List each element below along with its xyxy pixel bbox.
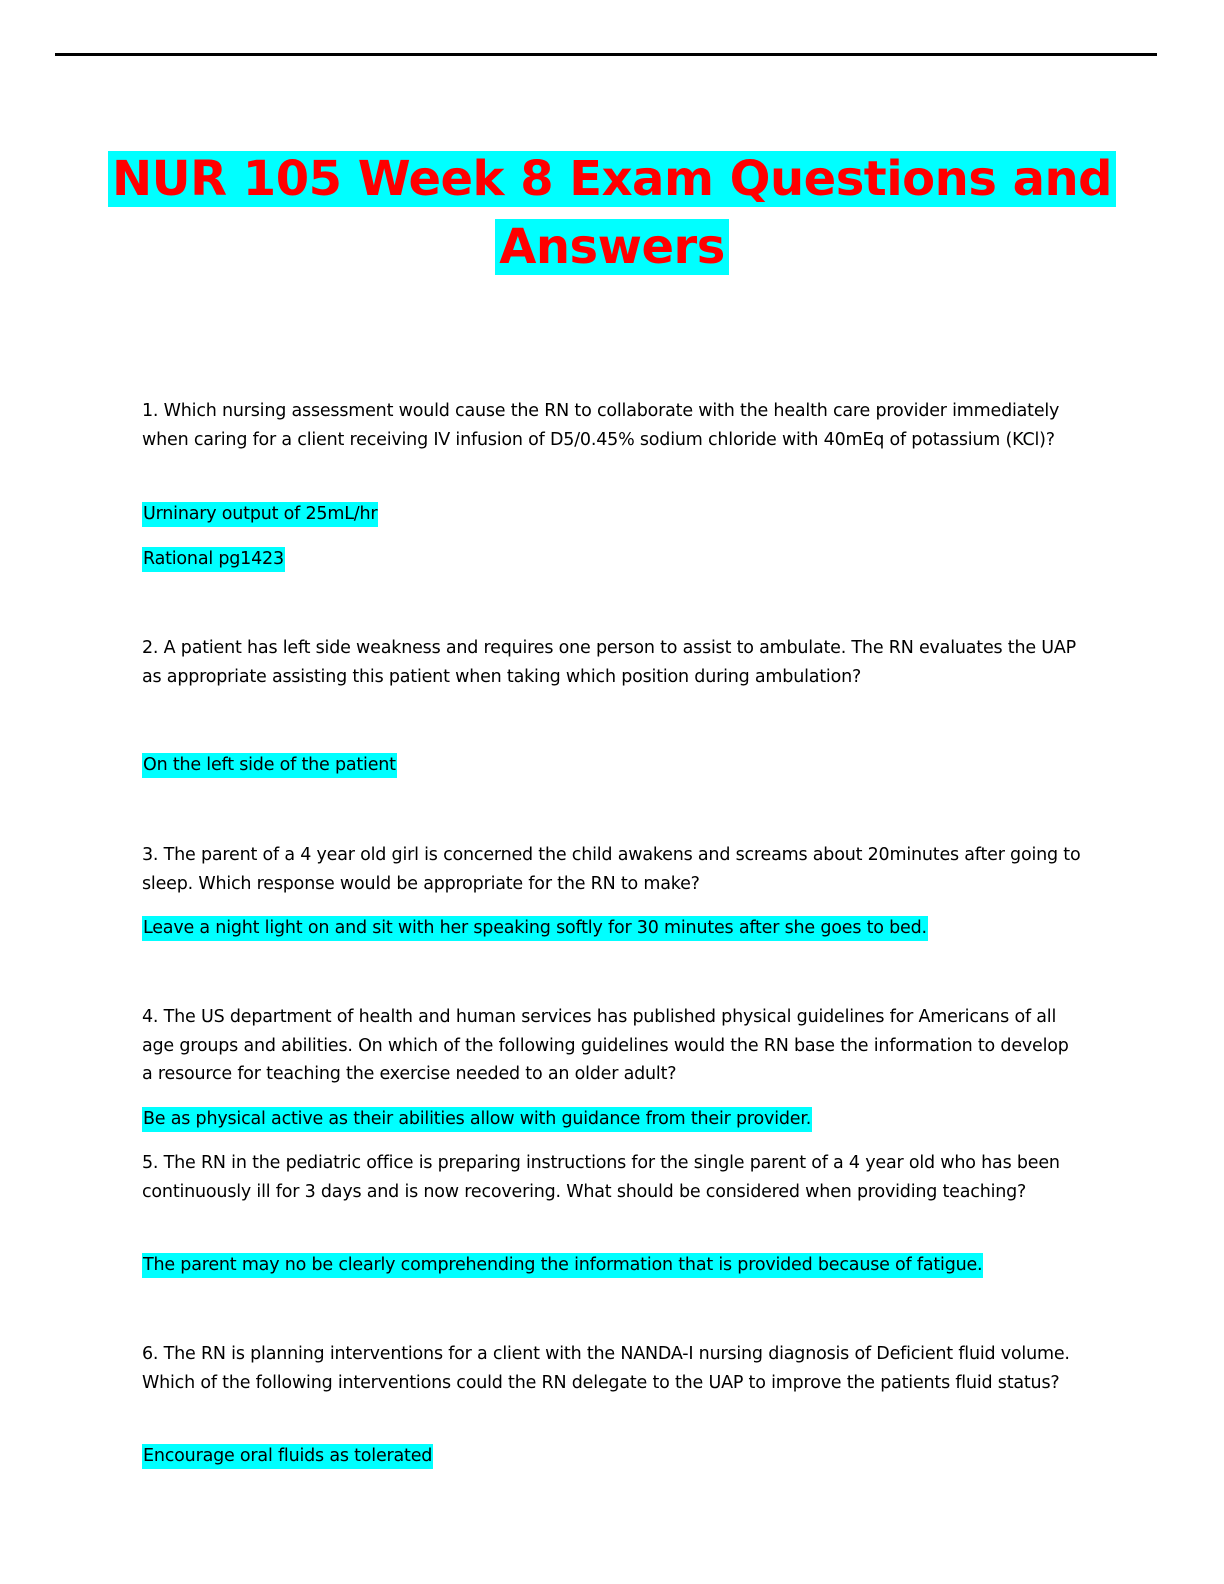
answer-4 <box>142 1105 812 1134</box>
answer-3 <box>142 914 928 943</box>
question-3: 3. The parent of a 4 year old girl is concerned the child awakens and screams about 20minutes after going to sleep. Which response would be appropriate for the RN to make? <box>142 845 1081 894</box>
answer-3-text: Leave a night light on and sit with her speaking softly for 30 minutes after she goes to bed. <box>142 916 928 941</box>
title-line-2: Answers <box>495 219 729 275</box>
answer-1-text: Urninary output of 25mL/hr <box>142 502 378 527</box>
rationale-1 <box>142 545 285 574</box>
question-1: 1. Which nursing assessment would cause the RN to collaborate with the health care provider immediately when caring for a client receiving IV infusion of D5/0.45% sodium chloride with 40mEq of potassium (KCl)? <box>142 401 1060 450</box>
question-2: 2. A patient has left side weakness and requires one person to assist to ambulate. The RN evaluates the UAP as appropriate assisting this patient when taking which position during ambulation? <box>142 638 1077 687</box>
rationale-1-text: Rational pg1423 <box>142 547 285 572</box>
answer-2 <box>142 751 397 780</box>
answer-6-text: Encourage oral fluids as tolerated <box>142 1444 433 1469</box>
answer-5 <box>142 1251 983 1280</box>
document-title <box>0 145 1224 281</box>
answer-1 <box>142 500 378 529</box>
question-4: 4. The US department of health and human services has published physical guidelines for Americans of all age groups and abilities. On which of the following guidelines would the RN base the information to develop a resource for teaching the exercise needed to an older adult? <box>142 1007 1069 1084</box>
answer-6 <box>142 1442 433 1471</box>
top-rule <box>55 53 1157 56</box>
question-5: 5. The RN in the pediatric office is preparing instructions for the single parent of a 4 year old who has been continuously ill for 3 days and is now recovering. What should be considered when providing teaching? <box>142 1153 1060 1202</box>
answer-5-text: The parent may no be clearly comprehending the information that is provided because of fatigue. <box>142 1253 983 1278</box>
title-line-1: NUR 105 Week 8 Exam Questions and <box>108 151 1116 207</box>
answer-2-text: On the left side of the patient <box>142 753 397 778</box>
answer-4-text: Be as physical active as their abilities allow with guidance from their provider. <box>142 1107 812 1132</box>
question-6: 6. The RN is planning interventions for a client with the NANDA-I nursing diagnosis of Deficient fluid volume. Which of the following interventions could the RN delegate to the UAP to improve the patients fluid status? <box>142 1344 1070 1393</box>
